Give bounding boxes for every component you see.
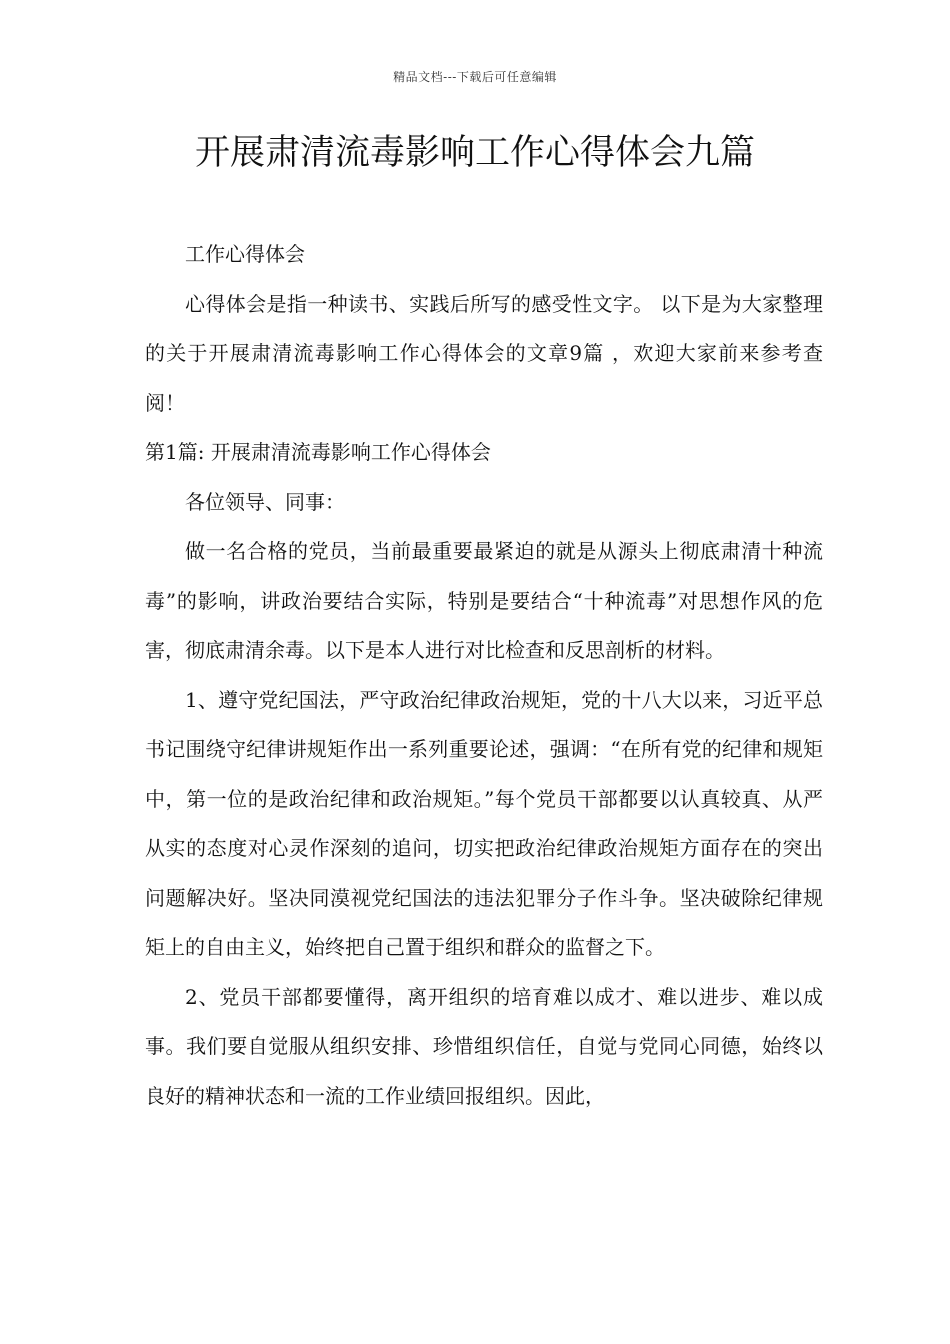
body-paragraph: 2、党员干部都要懂得，离开组织的培育难以成才、难以进步、难以成事。我们要自觉服从组织安排、珍惜组织信任，自觉与党同心同德，始终以良好的精神状态和一流的工作业绩回报组织。因此，: [145, 984, 823, 1108]
body-paragraph-intro-heading: 工作心得体会: [185, 242, 305, 266]
header-note: 精品文档---下载后可任意编辑: [393, 70, 557, 84]
body-paragraph-intro: 心得体会是指一种读书、实践后所写的感受性文字。 以下是为大家整理的关于开展肃清流毒影响工作心得体会的文章9篇 ，欢迎大家前来参考查阅！: [145, 291, 823, 415]
section-heading-1: 第1篇: 开展肃清流毒影响工作心得体会: [145, 440, 491, 464]
body-paragraph: 1、遵守党纪国法，严守政治纪律政治规矩，党的十八大以来，习近平总书记围绕守纪律讲规矩作出一系列重要论述，强调：“在所有党的纪律和规矩中，第一位的是政治纪律和政治规矩。”每个党员干部都要以认真较真、从严从实的态度对心灵作深刻的追问，切实把政治纪律政治规矩方面存在的突出问题解决好。坚决同漠视党纪国法的违法犯罪分子作斗争。坚决破除纪律规矩上的自由主义，始终把自己置于组织和群众的监督之下。: [145, 687, 823, 959]
document-body: [145, 230, 823, 1121]
body-paragraph-salutation: 各位领导、同事：: [185, 489, 345, 514]
body-paragraph: 做一名合格的党员，当前最重要最紧迫的就是从源头上彻底肃清十种流毒”的影响，讲政治要结合实际，特别是要结合“十种流毒”对思想作风的危害，彻底肃清余毒。以下是本人进行对比检查和反思剖析的材料。: [145, 539, 823, 662]
document-title: 开展肃清流毒影响工作心得体会九篇: [194, 133, 755, 173]
